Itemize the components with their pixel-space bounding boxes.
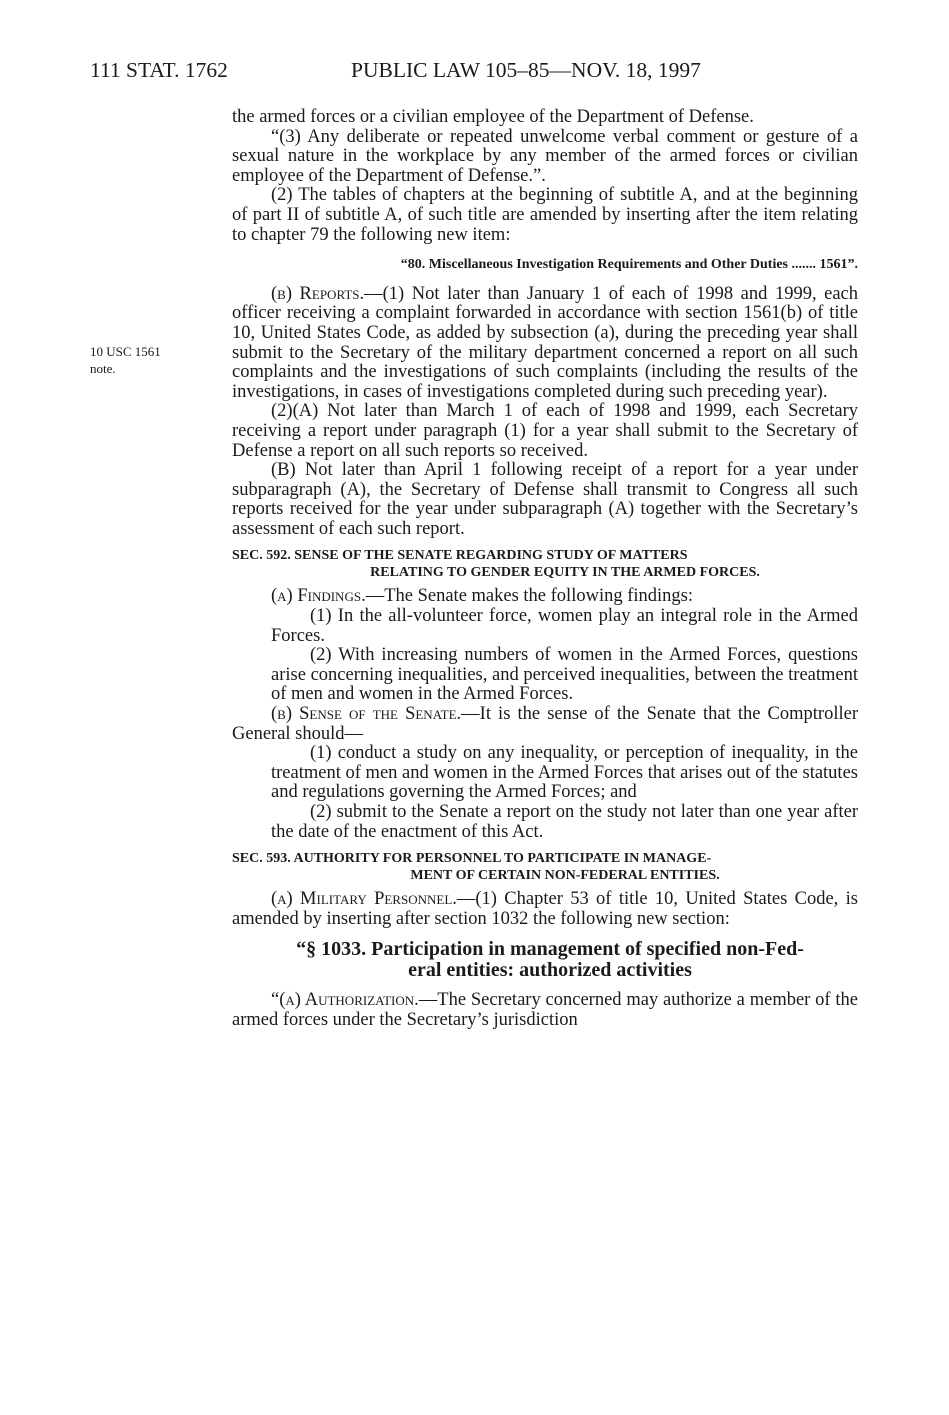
section-1033-line1: “§ 1033. Participation in management of specified non-Fed- xyxy=(296,938,804,961)
reports-heading: (b) Reports. xyxy=(271,283,365,304)
military-personnel-heading: (a) Military Personnel. xyxy=(271,889,457,910)
section-592-line2: RELATING TO GENDER EQUITY IN THE ARMED FORCES. xyxy=(370,565,760,581)
section-593-heading xyxy=(232,850,858,884)
margin-note-label: note. xyxy=(90,361,116,376)
section-592-line1: SEC. 592. SENSE OF THE SENATE REGARDING STUDY OF MATTERS xyxy=(232,548,688,564)
paragraph-sense-of-senate xyxy=(232,705,858,744)
paragraph-findings xyxy=(232,587,858,607)
public-law-title: PUBLIC LAW 105–85—NOV. 18, 1997 xyxy=(351,58,701,82)
paragraph-tables-amendment: (2) The tables of chapters at the beginning of subtitle A, and at the beginning of part II of subtitle A, of such title are amended by inserting after the item relating to chapter 79 the following new item: xyxy=(232,185,858,245)
page-header xyxy=(0,58,949,88)
sense-item-1: (1) conduct a study on any inequality, or perception of inequality, in the treatment of men and women in the Armed Forces that arises out of the statutes and regulations governing the Armed Forces; and xyxy=(271,743,858,803)
page-body xyxy=(232,108,858,1031)
statute-citation: 111 STAT. 1762 xyxy=(90,58,228,82)
paragraph-b: (B) Not later than April 1 following receipt of a report for a year under subparagraph (A), the Secretary of Defense shall transmit to Congress all such reports received for the year under subparagraph (A) together with the Secretary’s assessment of each such report. xyxy=(232,460,858,539)
sense-heading: (b) Sense of the Senate. xyxy=(271,704,462,725)
margin-note-citation: 10 USC 1561 xyxy=(90,344,161,359)
paragraph-2a: (2)(A) Not later than March 1 of each of 1998 and 1999, each Secretary receiving a report under paragraph (1) for a year shall submit to the Secretary of Defense a report on all such reports so received. xyxy=(232,401,858,461)
paragraph-authorization xyxy=(232,991,858,1030)
authorization-text: —The Secretary concerned may authorize a member of the armed forces under the Secretary’s jurisdiction xyxy=(232,990,858,1030)
findings-heading: (a) Findings. xyxy=(271,586,366,607)
sense-text: —It is the sense of the Senate that the Comptroller General should— xyxy=(232,704,858,744)
margin-note xyxy=(90,343,161,377)
reports-text: —(1) Not later than January 1 of each of 1998 and 1999, each officer receiving a complaint forwarded in accordance with section 1561(b) of title 10, United States Code, as added by subsection (a), during the preceding year shall submit to the Secretary of the military department concerned a report on all such complaints and the investigations of such complaints (including the results of the investigations, in cases of investigations completed during such preceding year). xyxy=(232,283,859,402)
military-personnel-text: —(1) Chapter 53 of title 10, United States Code, is amended by inserting after section 1032 the following new section: xyxy=(232,889,858,929)
findings-text: —The Senate makes the following findings: xyxy=(365,586,693,607)
sense-item-2: (2) submit to the Senate a report on the study not later than one year after the date of the enactment of this Act. xyxy=(271,802,858,842)
section-593-line1: SEC. 593. AUTHORITY FOR PERSONNEL TO PARTICIPATE IN MANAGE- xyxy=(232,851,712,867)
authorization-heading: “(a) Authorization. xyxy=(271,990,419,1011)
paragraph-3: “(3) Any deliberate or repeated unwelcome verbal comment or gesture of a sexual nature in the workplace by any member of the armed forces or civilian employee of the Department of Defense.”. xyxy=(232,126,858,186)
finding-1: (1) In the all-volunteer force, women play an integral role in the Armed Forces. xyxy=(271,606,858,646)
finding-2: (2) With increasing numbers of women in the Armed Forces, questions arise concerning inequalities, and perceived inequalities, between the treatment of men and women in the Armed Forces. xyxy=(271,645,858,705)
section-593-line2: MENT OF CERTAIN NON-FEDERAL ENTITIES. xyxy=(410,868,720,884)
table-of-chapters-item: “80. Miscellaneous Investigation Requirements and Other Duties ....... 1561”. xyxy=(400,257,858,273)
paragraph-military-personnel xyxy=(232,890,858,929)
section-592-heading xyxy=(232,547,858,581)
section-1033-line2: eral entities: authorized activities xyxy=(408,959,692,982)
paragraph-reports xyxy=(232,285,858,403)
section-1033-heading xyxy=(232,939,858,981)
paragraph-continuation: the armed forces or a civilian employee of the Department of Defense. xyxy=(232,107,754,127)
